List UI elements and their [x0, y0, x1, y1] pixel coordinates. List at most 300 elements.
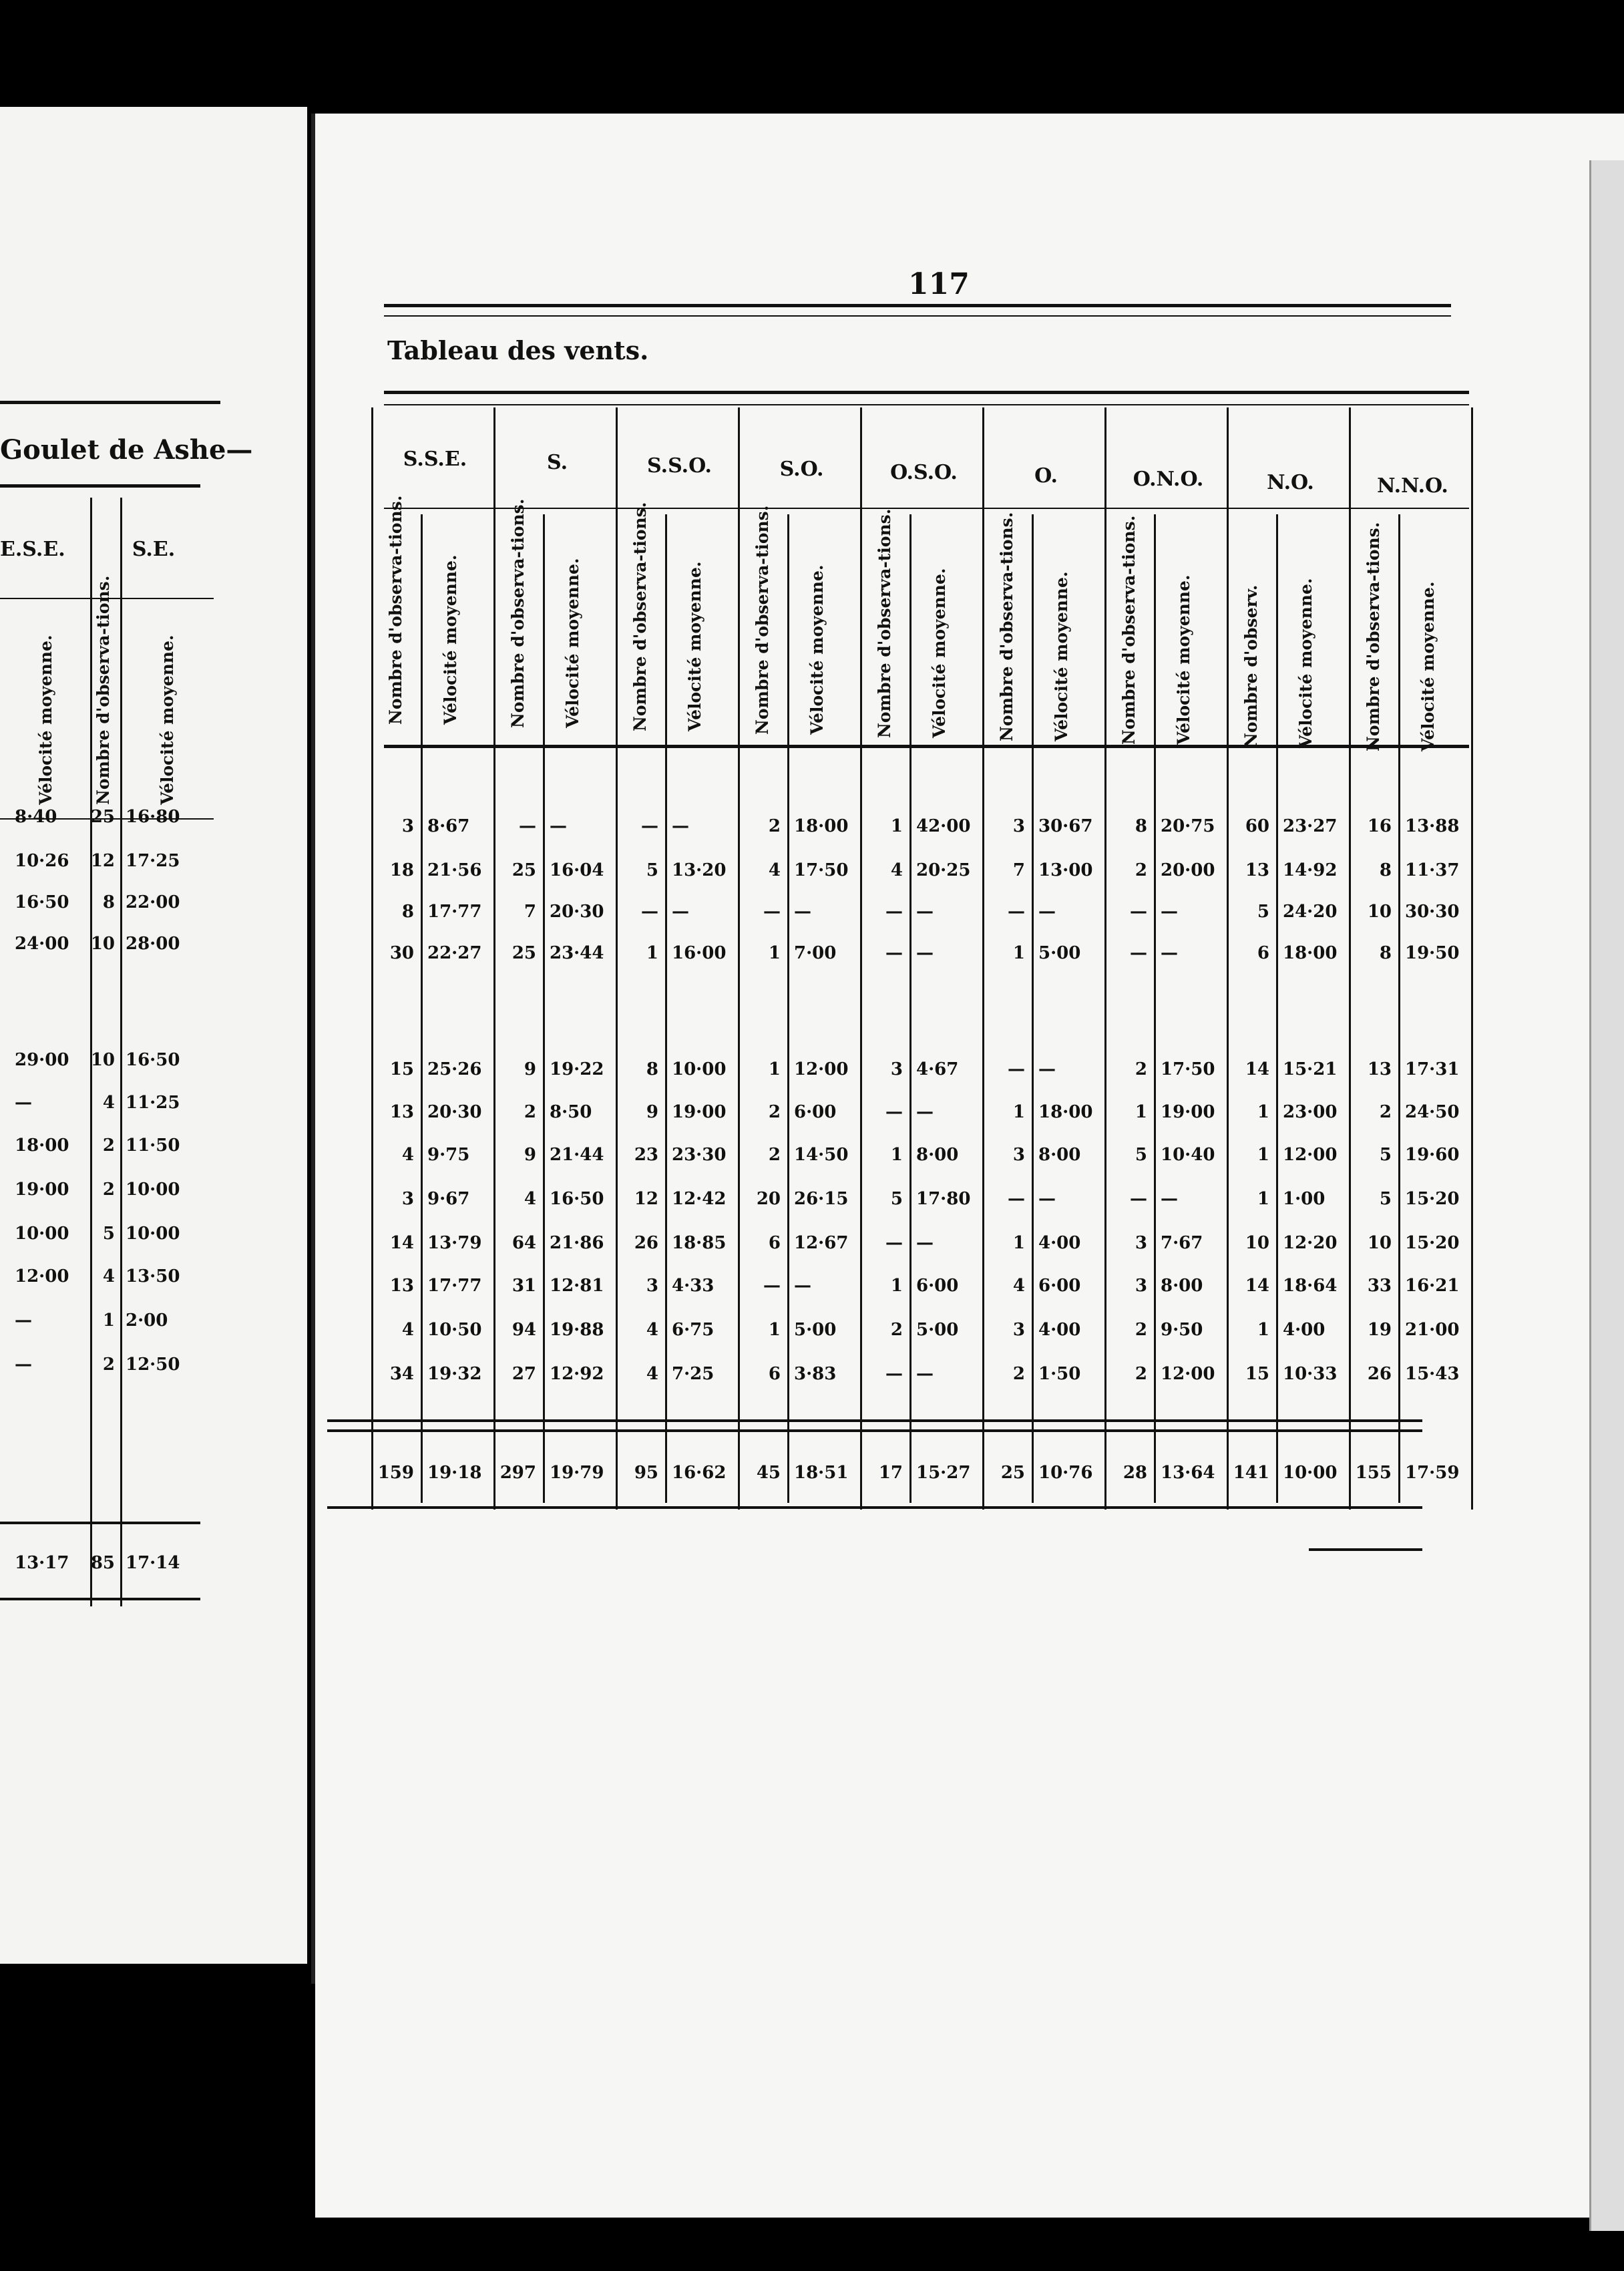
page-number: 117 [908, 267, 970, 301]
table-row [0, 902, 1469, 935]
observation-count-cell: — [1130, 902, 1147, 922]
velocity-cell: — [1161, 902, 1178, 922]
velocity-cell: 6·00 [916, 1276, 959, 1296]
column-label-text: Nombre d'observa-tions. [1364, 522, 1383, 751]
velocity-cell: 12·81 [550, 1276, 604, 1296]
observation-count-cell: 9 [524, 1145, 536, 1165]
velocity-cell: 19·22 [550, 1059, 604, 1079]
velocity-cell: 12·20 [1283, 1233, 1338, 1253]
velocity-cell: 24·00 [15, 934, 69, 954]
totals-row [0, 1553, 214, 1586]
observation-count-cell: 34 [389, 1364, 414, 1384]
velocity-cell: 5·00 [794, 1320, 837, 1340]
observation-count-cell: 2 [1135, 1059, 1147, 1079]
velocity-cell: 13·17 [15, 1553, 69, 1573]
observation-count-cell: 14 [1245, 1059, 1269, 1079]
table-row [0, 985, 1469, 1018]
velocity-cell: 10·40 [1161, 1145, 1215, 1165]
velocity-cell: 19·32 [427, 1364, 482, 1384]
direction-label: S.E. [132, 538, 176, 561]
observation-count-cell: 20 [756, 1189, 781, 1209]
observation-count-cell: 1 [768, 1059, 781, 1079]
column-label-text: Vélocité moyenne. [441, 554, 460, 725]
column-label-text: Vélocité moyenne. [563, 558, 582, 728]
observation-count-cell: 23 [634, 1145, 658, 1165]
direction-label: N.O. [1267, 471, 1314, 494]
velocity-cell: 14·92 [1283, 860, 1338, 880]
observation-count-cell: — [641, 816, 658, 836]
observation-count-cell: 2 [1135, 1320, 1147, 1340]
velocity-cell: 13·20 [672, 860, 727, 880]
observation-count-cell: 6 [768, 1364, 781, 1384]
total-rule [0, 1598, 200, 1600]
top-rule [384, 304, 1451, 307]
observation-count-cell: — [885, 1102, 903, 1122]
velocity-cell: — [1038, 1059, 1056, 1079]
velocity-cell: 8·00 [916, 1145, 959, 1165]
velocity-cell: 19·50 [1405, 943, 1460, 963]
velocity-cell: 12·00 [794, 1059, 849, 1079]
observation-count-cell: 3 [1135, 1233, 1147, 1253]
velocity-cell: 20·00 [1161, 860, 1215, 880]
observation-count-cell: — [763, 902, 781, 922]
column-label-text: Nombre d'observa-tions. [997, 512, 1016, 741]
observation-count-cell: 8 [1379, 860, 1392, 880]
observation-count-cell: 27 [512, 1364, 536, 1384]
velocity-cell: 24·20 [1283, 902, 1338, 922]
direction-label: O.S.O. [890, 461, 958, 484]
velocity-cell: 19·60 [1405, 1145, 1460, 1165]
observation-count-cell: — [1008, 1059, 1025, 1079]
total-rule [327, 1506, 1422, 1509]
column-label-text: Nombre d'observa-tions. [753, 505, 772, 735]
velocity-cell: 17·80 [916, 1189, 971, 1209]
observation-count-cell: 15 [389, 1059, 414, 1079]
velocity-cell: 5·00 [916, 1320, 959, 1340]
observation-count-cell: 3 [401, 816, 414, 836]
column-label-text: Vélocité moyenne. [685, 561, 704, 731]
observation-count-cell: 5 [1379, 1189, 1392, 1209]
velocity-cell: 28·00 [126, 934, 180, 954]
observation-count-cell: 1 [1257, 1102, 1269, 1122]
velocity-cell: 22·00 [126, 892, 180, 912]
observation-count-cell: 141 [1233, 1463, 1269, 1483]
observation-count-cell: 4 [768, 860, 781, 880]
observation-count-cell: 4 [401, 1320, 414, 1340]
velocity-cell: 10·00 [126, 1224, 180, 1244]
table-row [0, 943, 1469, 977]
velocity-cell: 8·00 [1161, 1276, 1203, 1296]
totals-row [0, 1463, 1469, 1496]
observation-count-cell: 1 [1257, 1145, 1269, 1165]
velocity-cell: 8·00 [1038, 1145, 1081, 1165]
velocity-cell: — [916, 943, 934, 963]
observation-count-cell: 2 [768, 816, 781, 836]
velocity-cell: 10·00 [672, 1059, 727, 1079]
observation-count-cell: 64 [512, 1233, 536, 1253]
table-row [0, 1059, 1469, 1093]
observation-count-cell: — [1008, 902, 1025, 922]
observation-count-cell: 26 [634, 1233, 658, 1253]
velocity-cell: 18·00 [1038, 1102, 1093, 1122]
velocity-cell: 15·20 [1405, 1189, 1460, 1209]
velocity-cell: — [15, 1311, 32, 1331]
header-rule [384, 404, 1469, 405]
header-rule [0, 484, 200, 488]
observation-count-cell: 30 [389, 943, 414, 963]
velocity-cell: — [15, 1355, 32, 1375]
observation-count-cell: 1 [890, 1145, 903, 1165]
observation-count-cell: 19 [1367, 1320, 1392, 1340]
velocity-cell: 1·50 [1038, 1364, 1081, 1384]
observation-count-cell: 33 [1367, 1276, 1392, 1296]
observation-count-cell: 25 [512, 943, 536, 963]
observation-count-cell: 1 [1257, 1189, 1269, 1209]
velocity-cell: 10·33 [1283, 1364, 1338, 1384]
observation-count-cell: 2 [1012, 1364, 1025, 1384]
observation-count-cell: 13 [389, 1102, 414, 1122]
observation-count-cell: 2 [1135, 860, 1147, 880]
left-page: Goulet de Ashe— E.S.E. S.E. Vélocité moyenne. Nombre d'observa-tions. Vélocité moyenne. 8·40 25 16·80 10·26 12 17·25 16·50 8 22·00 24·00 10 28·00 29·00 10 16·50 — 4 11·25 18·00 2 11·50 19·00 2 10·00 10·00 5 10·00 12·00 4 13·50 — 1 2·00 — 2 12·50 13·17 85 17·14 [0, 107, 307, 1964]
observation-count-cell: 15 [1245, 1364, 1269, 1384]
velocity-cell: 19·18 [427, 1463, 482, 1483]
observation-count-cell: 25 [1000, 1463, 1025, 1483]
velocity-cell: 17·59 [1405, 1463, 1460, 1483]
velocity-cell: — [794, 1276, 811, 1296]
velocity-cell: 18·00 [1283, 943, 1338, 963]
column-label-text: Vélocité moyenne. [807, 564, 827, 735]
direction-label: S.S.O. [647, 454, 712, 478]
velocity-cell: 26·15 [794, 1189, 849, 1209]
velocity-cell: 16·50 [550, 1189, 604, 1209]
velocity-cell: 7·25 [672, 1364, 715, 1384]
observation-count-cell: 10 [1245, 1233, 1269, 1253]
observation-count-cell: 2 [102, 1136, 115, 1156]
observation-count-cell: 60 [1245, 816, 1269, 836]
velocity-cell: 23·27 [1283, 816, 1338, 836]
observation-count-cell: 95 [634, 1463, 658, 1483]
observation-count-cell: 1 [890, 816, 903, 836]
velocity-cell: 9·50 [1161, 1320, 1203, 1340]
observation-count-cell: 8 [401, 902, 414, 922]
velocity-cell: 2·00 [126, 1311, 168, 1331]
observation-count-cell: 1 [1135, 1102, 1147, 1122]
observation-count-cell: 12 [634, 1189, 658, 1209]
velocity-cell: 14·50 [794, 1145, 849, 1165]
velocity-cell: 30·30 [1405, 902, 1460, 922]
velocity-cell: 20·25 [916, 860, 971, 880]
velocity-cell: 11·37 [1405, 860, 1460, 880]
observation-count-cell: 25 [90, 807, 115, 827]
observation-count-cell: 2 [1379, 1102, 1392, 1122]
observation-count-cell: 5 [1379, 1145, 1392, 1165]
observation-count-cell: — [641, 902, 658, 922]
column-label-text: Vélocité moyenne. [1052, 571, 1071, 741]
observation-count-cell: 25 [512, 860, 536, 880]
table-row [0, 1364, 1469, 1397]
table-row [0, 1102, 1469, 1136]
observation-count-cell: 4 [646, 1364, 658, 1384]
velocity-cell: 20·30 [427, 1102, 482, 1122]
observation-count-cell: 1 [1257, 1320, 1269, 1340]
velocity-cell: 17·25 [126, 851, 180, 871]
velocity-cell: — [1161, 1189, 1178, 1209]
header-rule [384, 391, 1469, 394]
observation-count-cell: 6 [1257, 943, 1269, 963]
observation-count-cell: 12 [90, 851, 115, 871]
observation-count-cell: 13 [1367, 1059, 1392, 1079]
column-label-text: Nombre d'observa-tions. [1119, 515, 1139, 745]
table-row [0, 1189, 1469, 1222]
observation-count-cell: 3 [1012, 1320, 1025, 1340]
velocity-cell: — [15, 1093, 32, 1113]
total-rule [327, 1429, 1422, 1432]
velocity-cell: 25·26 [427, 1059, 482, 1079]
observation-count-cell: — [1130, 943, 1147, 963]
table-row [0, 1233, 1469, 1266]
velocity-cell: 6·00 [1038, 1276, 1081, 1296]
velocity-cell: 13·64 [1161, 1463, 1215, 1483]
velocity-cell: — [1038, 1189, 1056, 1209]
observation-count-cell: 5 [1257, 902, 1269, 922]
velocity-cell: 13·79 [427, 1233, 482, 1253]
observation-count-cell: 1 [1012, 1233, 1025, 1253]
table-row [0, 816, 1469, 850]
velocity-cell: 20·30 [550, 902, 604, 922]
observation-count-cell: 14 [1245, 1276, 1269, 1296]
velocity-cell: 17·77 [427, 902, 482, 922]
observation-count-cell: — [763, 1276, 781, 1296]
direction-label: O. [1034, 464, 1058, 488]
velocity-cell: 4·33 [672, 1276, 715, 1296]
velocity-cell: 17·14 [126, 1553, 180, 1573]
column-label-text: Vélocité moyenne. [1174, 574, 1193, 745]
direction-label: E.S.E. [0, 538, 65, 561]
velocity-cell: 17·31 [1405, 1059, 1460, 1079]
column-label-text: Vélocité moyenne. [1418, 581, 1438, 751]
column-label-text: Vélocité moyenne. [1296, 578, 1315, 748]
velocity-cell: — [550, 816, 567, 836]
observation-count-cell: 3 [1012, 816, 1025, 836]
total-rule [327, 1419, 1422, 1422]
direction-label: S.O. [779, 458, 824, 481]
observation-count-cell: — [885, 1233, 903, 1253]
observation-count-cell: — [885, 943, 903, 963]
velocity-cell: 6·00 [794, 1102, 837, 1122]
velocity-cell: — [916, 1102, 934, 1122]
observation-count-cell: 1 [768, 943, 781, 963]
velocity-cell: — [1038, 902, 1056, 922]
velocity-cell: — [1161, 943, 1178, 963]
observation-count-cell: 13 [389, 1276, 414, 1296]
velocity-cell: 16·50 [15, 892, 69, 912]
page-edge [1589, 160, 1624, 2231]
observation-count-cell: 155 [1355, 1463, 1392, 1483]
observation-count-cell: 7 [524, 902, 536, 922]
velocity-cell: 11·25 [126, 1093, 180, 1113]
observation-count-cell: 2 [768, 1145, 781, 1165]
velocity-cell: 12·42 [672, 1189, 727, 1209]
velocity-cell: 23·44 [550, 943, 604, 963]
observation-count-cell: 3 [1012, 1145, 1025, 1165]
observation-count-cell: 10 [90, 934, 115, 954]
observation-count-cell: 4 [646, 1320, 658, 1340]
velocity-cell: 15·21 [1283, 1059, 1338, 1079]
observation-count-cell: 16 [1367, 816, 1392, 836]
velocity-cell: 4·00 [1038, 1320, 1081, 1340]
observation-count-cell: 1 [890, 1276, 903, 1296]
column-label-text: Nombre d'observa-tions. [875, 508, 894, 738]
velocity-cell: — [916, 1233, 934, 1253]
velocity-cell: 23·00 [1283, 1102, 1338, 1122]
velocity-cell: — [794, 902, 811, 922]
velocity-cell: 11·50 [126, 1136, 180, 1156]
observation-count-cell: 8 [102, 892, 115, 912]
velocity-cell: 22·27 [427, 943, 482, 963]
velocity-cell: 21·86 [550, 1233, 604, 1253]
observation-count-cell: 28 [1123, 1463, 1147, 1483]
velocity-cell: 18·64 [1283, 1276, 1338, 1296]
velocity-cell: 19·79 [550, 1463, 604, 1483]
velocity-cell: 16·80 [126, 807, 180, 827]
observation-count-cell: — [885, 1364, 903, 1384]
observation-count-cell: 2 [102, 1180, 115, 1200]
velocity-cell: 8·50 [550, 1102, 592, 1122]
velocity-cell: 7·67 [1161, 1233, 1203, 1253]
velocity-cell: 10·00 [15, 1224, 69, 1244]
velocity-cell: 10·00 [1283, 1463, 1338, 1483]
observation-count-cell: 94 [512, 1320, 536, 1340]
observation-count-cell: 3 [401, 1189, 414, 1209]
velocity-cell: 20·75 [1161, 816, 1215, 836]
velocity-cell: 15·27 [916, 1463, 971, 1483]
observation-count-cell: 85 [90, 1553, 115, 1573]
column-label-text: Nombre d'observa-tions. [508, 498, 528, 728]
column-label-text: Nombre d'observa-tions. [386, 495, 405, 725]
observation-count-cell: 7 [1012, 860, 1025, 880]
observation-count-cell: 159 [377, 1463, 414, 1483]
observation-count-cell: 1 [102, 1311, 115, 1331]
observation-count-cell: 5 [646, 860, 658, 880]
top-rule [384, 315, 1451, 317]
velocity-cell: 21·00 [1405, 1320, 1460, 1340]
velocity-cell: 17·50 [1161, 1059, 1215, 1079]
velocity-cell: 13·00 [1038, 860, 1093, 880]
velocity-cell: 1·00 [1283, 1189, 1326, 1209]
velocity-cell: 3·83 [794, 1364, 837, 1384]
column-label-text: Nombre d'observ. [1241, 584, 1261, 748]
velocity-cell: 10·50 [427, 1320, 482, 1340]
header-rule [384, 745, 1469, 748]
observation-count-cell: 10 [90, 1050, 115, 1070]
observation-count-cell: 4 [1012, 1276, 1025, 1296]
velocity-cell: 16·04 [550, 860, 604, 880]
velocity-cell: 18·00 [794, 816, 849, 836]
observation-count-cell: 2 [524, 1102, 536, 1122]
observation-count-cell: 31 [512, 1276, 536, 1296]
velocity-cell: 6·75 [672, 1320, 715, 1340]
total-rule [1309, 1548, 1422, 1551]
velocity-cell: 4·00 [1283, 1320, 1326, 1340]
observation-count-cell: 6 [768, 1233, 781, 1253]
observation-count-cell: 4 [102, 1093, 115, 1113]
velocity-cell: 16·21 [1405, 1276, 1460, 1296]
observation-count-cell: 8 [1135, 816, 1147, 836]
observation-count-cell: 14 [389, 1233, 414, 1253]
left-page-title: Goulet de Ashe— [0, 434, 253, 466]
observation-count-cell: 1 [646, 943, 658, 963]
observation-count-cell: 10 [1367, 902, 1392, 922]
velocity-cell: 30·67 [1038, 816, 1093, 836]
observation-count-cell: 4 [524, 1189, 536, 1209]
column-label-text: Vélocité moyenne. [930, 568, 949, 738]
observation-count-cell: — [885, 902, 903, 922]
velocity-cell: 8·67 [427, 816, 470, 836]
velocity-cell: 4·00 [1038, 1233, 1081, 1253]
velocity-cell: 12·67 [794, 1233, 849, 1253]
observation-count-cell: 4 [890, 860, 903, 880]
observation-count-cell: 13 [1245, 860, 1269, 880]
velocity-cell: 4·67 [916, 1059, 959, 1079]
observation-count-cell: — [1008, 1189, 1025, 1209]
observation-count-cell: — [1130, 1189, 1147, 1209]
velocity-cell: 15·43 [1405, 1364, 1460, 1384]
observation-count-cell: 5 [890, 1189, 903, 1209]
velocity-cell: 5·00 [1038, 943, 1081, 963]
observation-count-cell: 3 [890, 1059, 903, 1079]
velocity-cell: 42·00 [916, 816, 971, 836]
velocity-cell: 8·40 [15, 807, 57, 827]
observation-count-cell: 2 [768, 1102, 781, 1122]
observation-count-cell: 1 [1012, 1102, 1025, 1122]
velocity-cell: 21·44 [550, 1145, 604, 1165]
observation-count-cell: 1 [768, 1320, 781, 1340]
velocity-cell: 24·50 [1405, 1102, 1460, 1122]
table-row [0, 1320, 1469, 1353]
observation-count-cell: 9 [524, 1059, 536, 1079]
header-rule [384, 508, 1469, 509]
velocity-cell: 17·50 [794, 860, 849, 880]
observation-count-cell: 4 [401, 1145, 414, 1165]
observation-count-cell: 10 [1367, 1233, 1392, 1253]
table-row [0, 1276, 1469, 1309]
velocity-cell: — [916, 1364, 934, 1384]
observation-count-cell: 8 [646, 1059, 658, 1079]
direction-label: O.N.O. [1133, 468, 1204, 491]
top-rule [0, 401, 220, 404]
velocity-cell: 12·00 [15, 1266, 69, 1286]
observation-count-cell: 18 [389, 860, 414, 880]
velocity-cell: 19·00 [672, 1102, 727, 1122]
velocity-cell: 10·26 [15, 851, 69, 871]
velocity-cell: 29·00 [15, 1050, 69, 1070]
observation-count-cell: 297 [499, 1463, 536, 1483]
observation-count-cell: 2 [1135, 1364, 1147, 1384]
observation-count-cell: 8 [1379, 943, 1392, 963]
observation-count-cell: 5 [1135, 1145, 1147, 1165]
velocity-cell: 18·00 [15, 1136, 69, 1156]
direction-label: N.N.O. [1377, 474, 1448, 498]
velocity-cell: 12·50 [126, 1355, 180, 1375]
velocity-cell: 21·56 [427, 860, 482, 880]
velocity-cell: 19·88 [550, 1320, 604, 1340]
velocity-cell: 19·00 [1161, 1102, 1215, 1122]
observation-count-cell: 4 [102, 1266, 115, 1286]
velocity-cell: 10·76 [1038, 1463, 1093, 1483]
velocity-cell: — [672, 902, 689, 922]
column-label-text: Nombre d'observa-tions. [630, 502, 650, 731]
observation-count-cell: 5 [102, 1224, 115, 1244]
